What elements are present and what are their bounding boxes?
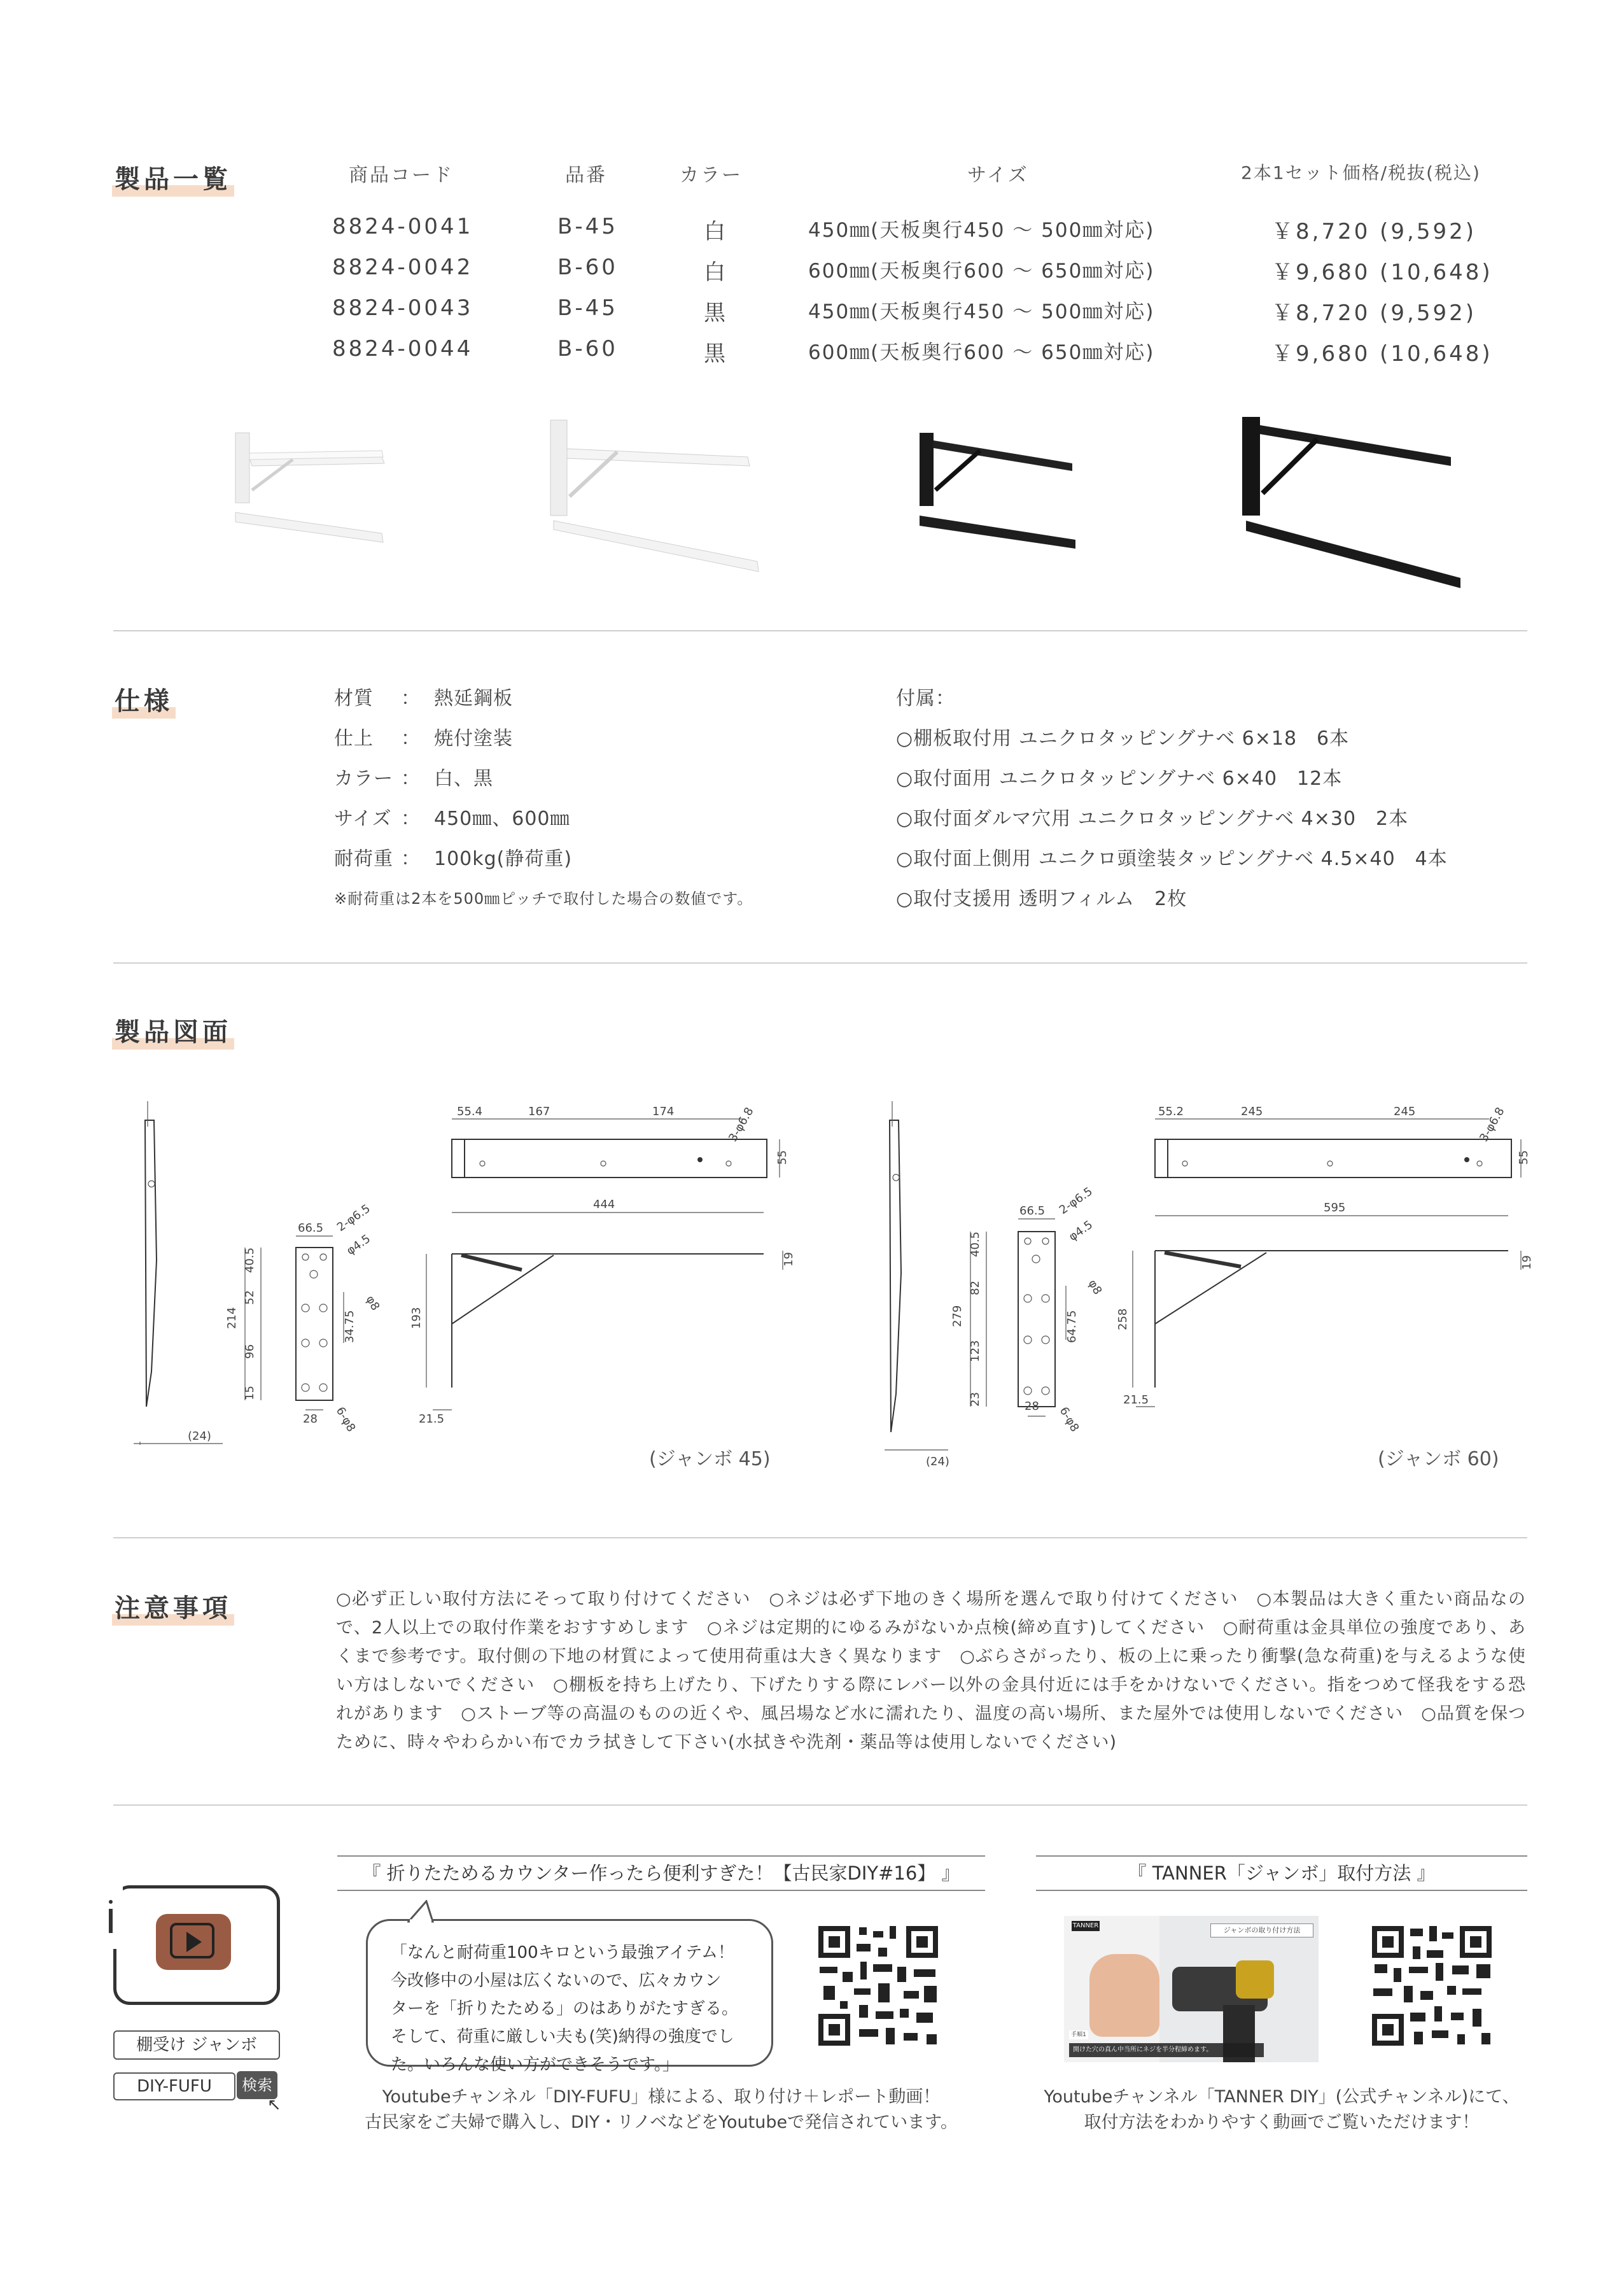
speech-bubble [366,1919,773,2074]
front-plate-view [225,1202,382,1434]
spec-colon: ： [401,687,421,710]
dim-label: (24) [188,1430,211,1443]
svg-text:φ4.5: φ4.5 [344,1232,374,1258]
svg-text:52: 52 [243,1290,256,1305]
thumb-step: 手順1 [1069,2030,1088,2039]
divider [113,1804,1527,1806]
cell-price: ￥9,680 (10,648) [1271,260,1493,285]
product-images [216,382,1476,598]
qr-code-diy-fufu[interactable] [815,1922,942,2049]
cell-code: 8824-0042 [332,255,473,280]
cell-size: 450㎜(天板奥行450 ～ 500㎜対応) [808,300,1155,323]
cell-size: 600㎜(天板奥行600 ～ 650㎜対応) [808,341,1155,364]
video-thumbnail[interactable] [1064,1916,1319,2062]
bubble-tail [407,1900,445,1923]
svg-text:245: 245 [1394,1105,1416,1118]
spec-finish: 焼付塗装 [434,728,513,750]
spec-note: ※耐荷重は2本を500㎜ピッチで取付した場合の数値です。 [334,890,753,908]
spec-load-label: 耐荷重 [334,848,393,870]
bubble-line: 今改修中の小屋は広くないので、広々カウン [391,1971,722,1990]
top-view [1155,1105,1530,1178]
svg-text:6-φ8: 6-φ8 [333,1405,358,1435]
product-image-white-60 [550,420,759,572]
drawing-caption-60: (ジャンボ 60) [1378,1448,1499,1470]
search-keyword-tag[interactable]: 棚受け ジャンボ [113,2030,280,2060]
cell-model: B-45 [557,214,618,239]
svg-text:21.5: 21.5 [419,1412,445,1426]
cell-color: 白 [704,219,728,244]
svg-text:6-φ8: 6-φ8 [1056,1405,1082,1435]
bubble-line: た。いろんな使い方ができそうです。」 [391,2055,679,2074]
spec-color-label: カラー [334,768,393,790]
cell-code: 8824-0044 [332,336,473,362]
th-size: サイズ [967,164,1029,186]
spec-colon: ： [401,808,421,830]
video-heading-diy-fufu[interactable]: 『 折りたためるカウンター作ったら便利すぎた！【古民家DIY#16】 』 [337,1855,985,1891]
product-image-black-45 [920,433,1075,549]
svg-text:3-φ6.8: 3-φ6.8 [1477,1105,1508,1144]
drawing-jumbo-45 [115,1088,802,1489]
cell-color: 黒 [704,341,728,367]
svg-text:66.5: 66.5 [298,1221,324,1235]
elevation-view [410,1198,795,1426]
front-plate-view [951,1185,1105,1434]
svg-text:82: 82 [969,1281,982,1295]
side-view [885,1101,949,1468]
accessory-item: ○棚板取付用 ユニクロタッピングナベ 6×18 6本 [896,728,1350,750]
svg-text:40.5: 40.5 [243,1247,256,1273]
accessory-item: ○取付面上側用 ユニクロ頭塗装タッピングナベ 4.5×40 4本 [896,848,1448,870]
youtube-play-icon[interactable] [113,1885,280,2005]
svg-text:φ8: φ8 [1085,1277,1105,1297]
thumb-subtitle: 開けた穴の真ん中当所にネジを半分程締めます。 [1069,2043,1264,2057]
svg-text:595: 595 [1324,1201,1346,1214]
svg-text:19: 19 [1520,1255,1534,1270]
svg-text:28: 28 [1025,1400,1039,1413]
cell-color: 黒 [704,300,728,326]
cell-code: 8824-0043 [332,295,473,321]
caption-line: Youtubeチャンネル「TANNER DIY」(公式チャンネル)にて、 [1044,2087,1520,2107]
bubble-line: ターを「折りたためる」のはありがたすぎる。 [391,1999,739,2018]
svg-text:96: 96 [243,1344,256,1359]
bubble-line: そして、荷重に厳しい夫も(笑)納得の強度でし [391,2027,734,2046]
spec-colon: ： [401,848,421,870]
caption-tanner [1036,2085,1527,2135]
drawing-caption-45: (ジャンボ 45) [649,1448,771,1470]
drawing-jumbo-60 [859,1088,1534,1489]
svg-text:245: 245 [1241,1105,1263,1118]
video-heading-tanner[interactable]: 『 TANNER「ジャンボ」取付方法 』 [1036,1855,1527,1891]
svg-text:23: 23 [969,1392,982,1407]
accessories-title: 付属： [896,687,955,710]
th-price: 2本1セット価格/税抜(税込) [1241,162,1481,183]
svg-text:15: 15 [243,1386,256,1400]
cell-color: 白 [704,260,728,285]
svg-text:193: 193 [410,1307,423,1329]
accessory-item: ○取付面用 ユニクロタッピングナベ 6×40 12本 [896,768,1343,790]
svg-text:2-φ6.5: 2-φ6.5 [1056,1185,1095,1218]
cell-price: ￥8,720 (9,592) [1271,300,1477,326]
spec-size-label: サイズ [334,808,392,830]
svg-text:66.5: 66.5 [1019,1204,1046,1218]
cell-model: B-60 [557,255,618,280]
svg-text:55: 55 [776,1150,789,1165]
qr-code-tanner[interactable] [1368,1922,1495,2049]
cell-model: B-45 [557,295,618,321]
cell-price: ￥9,680 (10,648) [1271,341,1493,367]
section-title-cautions: 注意事項 [115,1588,232,1624]
search-button[interactable]: 検索 [237,2071,277,2099]
svg-text:40.5: 40.5 [969,1231,982,1257]
thumb-title: ジャンボの取り付け方法 [1210,1923,1313,1937]
bubble-line: 「なんと耐荷重100キロという最強アイテム！ [391,1943,734,1962]
svg-text:3-φ6.8: 3-φ6.8 [726,1105,757,1144]
caption-diy-fufu [337,2085,985,2135]
cell-model: B-60 [557,336,618,362]
spec-size: 450㎜、600㎜ [434,808,570,830]
svg-text:55: 55 [1517,1150,1530,1165]
section-title-products: 製品一覧 [115,159,232,195]
caption-line: 取付方法をわかりやすく動画でご覧いただけます！ [1084,2113,1480,2132]
elevation-view [1116,1201,1534,1407]
th-code: 商品コード [349,164,454,186]
spec-material: 熱延鋼板 [434,687,513,710]
cell-size: 600㎜(天板奥行600 ～ 650㎜対応) [808,260,1155,283]
accessory-item: ○取付支援用 透明フィルム 2枚 [896,888,1187,910]
hand-illustration [1089,1954,1159,2037]
svg-text:279: 279 [951,1305,964,1327]
divider [113,630,1527,631]
svg-text:19: 19 [782,1252,795,1267]
spec-colon: ： [401,768,421,790]
spec-load: 100kg(静荷重) [434,848,573,870]
cell-price: ￥8,720 (9,592) [1271,219,1477,244]
cell-code: 8824-0041 [332,214,473,239]
divider [113,1537,1527,1538]
side-view [134,1101,223,1445]
svg-text:174: 174 [652,1105,675,1118]
th-model: 品番 [565,164,607,186]
svg-text:258: 258 [1116,1308,1130,1330]
svg-text:2-φ6.5: 2-φ6.5 [334,1202,373,1235]
svg-text:123: 123 [969,1340,982,1362]
svg-text:(24): (24) [926,1455,949,1468]
th-color: カラー [680,164,743,186]
play-button-icon [156,1914,231,1970]
svg-text:167: 167 [528,1105,550,1118]
svg-text:214: 214 [225,1307,239,1329]
section-title-drawing: 製品図面 [115,1012,232,1048]
svg-text:28: 28 [303,1412,318,1426]
svg-text:21.5: 21.5 [1123,1393,1149,1407]
svg-text:55.4: 55.4 [457,1105,483,1118]
section-title-spec: 仕様 [115,681,173,717]
spec-finish-label: 仕上 [334,728,374,750]
product-image-white-45 [235,433,384,542]
caption-line: Youtubeチャンネル「DIY-FUFU」様による、取り付け＋レポート動画！ [382,2087,941,2107]
cell-size: 450㎜(天板奥行450 ～ 500㎜対応) [808,219,1155,242]
accessory-item: ○取付面ダルマ穴用 ユニクロタッピングナベ 4×30 2本 [896,808,1409,830]
cursor-icon: ↖ [267,2095,281,2114]
product-image-black-60 [1242,417,1460,588]
spec-colon: ： [401,728,421,750]
divider [113,962,1527,964]
svg-text:444: 444 [593,1198,615,1211]
cautions-text: ○必ず正しい取付方法にそって取り付けてください ○ネジは必ず下地のきく場所を選んで取り付けてください ○本製品は大きく重たい商品なので、2人以上での取付作業をおすすめします ○ネジは定期的にゆるみがないか点検(締め直す)してください ○耐荷重は金具単位の強度であり、あくまで参考です。取付側の下地の材質によって使用荷重は大きく異なります ○ぶらさがったり、板の上に乗ったり衝撃(急な荷重)を与えるような使い方はしないでください ○棚板を持ち上げたり、下げたりする際にレバー以外の金具付近には手をかけないでください。指をつめて怪我をする恐れがあります ○ストーブ等の高温のものの近くや、風呂場など水に濡れたり、温度の高い場所、また屋外では使用しないでください ○品質を保つために、時々やわらかい布でカラ拭きして下さい(水拭きや洗剤・薬品等は使用しないでください) [336,1589,1526,1752]
top-view [452,1105,789,1178]
svg-text:64.75: 64.75 [1065,1310,1079,1343]
thumb-brand: TANNER [1072,1921,1100,1931]
svg-text:34.75: 34.75 [343,1310,356,1343]
caption-line: 古民家をご夫婦で購入し、DIY・リノベなどをYoutubeで発信されています。 [365,2113,958,2132]
svg-text:55.2: 55.2 [1158,1105,1184,1118]
svg-text:φ4.5: φ4.5 [1066,1218,1096,1244]
spec-color: 白、黒 [434,768,493,790]
svg-text:φ8: φ8 [363,1293,382,1313]
search-keyword-tag[interactable]: DIY-FUFU [113,2072,235,2100]
spec-material-label: 材質 [334,687,374,710]
